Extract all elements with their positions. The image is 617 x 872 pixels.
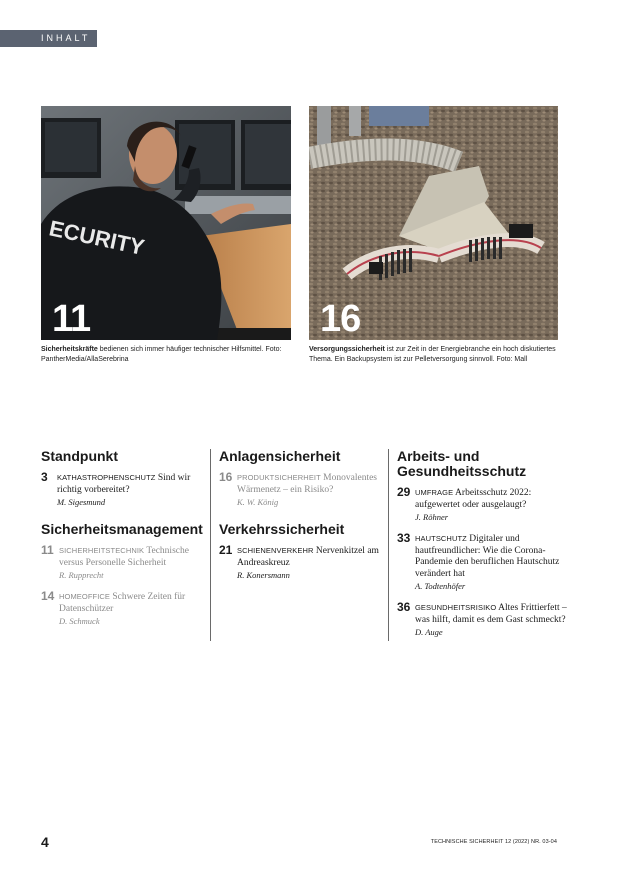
photo-caption-left bbox=[41, 345, 293, 364]
entry-title: Nervenkitzel am Andreaskreuz bbox=[237, 546, 379, 568]
entry-category: PRODUKTSICHERHEIT bbox=[237, 473, 321, 482]
toc-column-1 bbox=[41, 449, 201, 637]
publication-footer: TECHNISCHE SICHERHEIT 12 (2022) NR. 03-04 bbox=[430, 839, 557, 845]
security-jacket-text: ECURITY bbox=[47, 215, 147, 260]
entry-category: SICHERHEITSTECHNIK bbox=[59, 546, 145, 555]
entry-category: SCHIENENVERKEHR bbox=[237, 546, 314, 555]
entry-author: A. Todtenhöfer bbox=[415, 581, 466, 591]
caption-bold-lead: Versorgungssicherheit bbox=[309, 346, 385, 353]
entry-category: KATHASTROPHENSCHUTZ bbox=[57, 473, 156, 482]
column-divider bbox=[210, 449, 211, 641]
toc-entry[interactable] bbox=[219, 472, 379, 508]
entry-page-number: 36 bbox=[397, 600, 411, 614]
entry-title: Digitaler und hautfreundlicher: Wie die Corona-Pandemie den beruflichen Hautschutz verändert hat bbox=[415, 534, 560, 579]
entry-category: GESUNDHEITSRISIKO bbox=[415, 603, 497, 612]
column-divider bbox=[388, 449, 389, 641]
caption-text: bedienen sich immer häufiger technischer Hilfsmittel. Foto: PantherMedia/AllaSerebrina bbox=[41, 346, 282, 363]
photo-page-number: 11 bbox=[52, 298, 91, 340]
entry-category: UMFRAGE bbox=[415, 488, 454, 497]
entry-category: HAUTSCHUTZ bbox=[415, 534, 467, 543]
caption-text: ist zur Zeit in der Energiebranche ein hoch diskutiertes Thema. Ein Backupsystem ist zur Pelletversorgung sinnvoll. Foto: Mall bbox=[309, 346, 556, 363]
section-heading-standpunkt: Standpunkt bbox=[41, 448, 118, 464]
entry-title: Monovalentes Wärmenetz – ein Risiko? bbox=[237, 473, 377, 495]
toc-entry[interactable] bbox=[41, 472, 201, 508]
entry-page-number: 16 bbox=[219, 470, 233, 484]
entry-author: R. Rupprecht bbox=[59, 570, 104, 580]
entry-page-number: 11 bbox=[41, 543, 54, 557]
entry-author: M. Sigesmund bbox=[57, 497, 106, 507]
entry-category: HOMEOFFICE bbox=[59, 592, 110, 601]
toc-column-2 bbox=[219, 449, 379, 591]
section-heading-anlagensicherheit: Anlagensicherheit bbox=[219, 448, 341, 464]
section-heading-verkehrssicherheit: Verkehrssicherheit bbox=[219, 521, 345, 537]
entry-author: J. Röhner bbox=[415, 512, 449, 522]
toc-entry[interactable] bbox=[41, 591, 201, 627]
page-number: 4 bbox=[41, 834, 49, 850]
toc-entry[interactable] bbox=[397, 602, 572, 638]
entry-author: K. W. König bbox=[237, 497, 279, 507]
entry-author: D. Auge bbox=[415, 627, 443, 637]
entry-title: Schwere Zeiten für Datenschützer bbox=[59, 592, 186, 614]
entry-title: Technische versus Personelle Sicherheit bbox=[59, 546, 189, 568]
entry-author: R. Konersmann bbox=[237, 570, 290, 580]
caption-bold-lead: Sicherheitskräfte bbox=[41, 346, 98, 353]
entry-title: Sind wir richtig vorbereitet? bbox=[57, 473, 191, 495]
section-heading-arbeits-und-gesundheitsschutz: Arbeits- und Gesundheitsschutz bbox=[397, 448, 527, 479]
toc-column-3 bbox=[397, 449, 572, 648]
pellet-system-photo bbox=[309, 106, 558, 340]
toc-entry[interactable] bbox=[397, 487, 572, 523]
entry-title: Arbeitsschutz 2022: aufgewertet oder ausgelaugt? bbox=[415, 488, 532, 510]
entry-page-number: 3 bbox=[41, 470, 48, 484]
entry-title: Altes Frittierfett – was hilft, damit es dem Gast schmeckt? bbox=[415, 603, 567, 625]
security-guard-photo bbox=[41, 106, 291, 340]
entry-page-number: 14 bbox=[41, 589, 55, 603]
toc-entry[interactable] bbox=[397, 533, 572, 592]
photo-caption-right bbox=[309, 345, 561, 364]
entry-page-number: 33 bbox=[397, 531, 411, 545]
entry-author: D. Schmuck bbox=[59, 616, 100, 626]
entry-page-number: 29 bbox=[397, 485, 411, 499]
entry-page-number: 21 bbox=[219, 543, 233, 557]
section-tab: INHALT bbox=[0, 30, 97, 47]
section-heading-sicherheitsmanagement: Sicherheitsmanagement bbox=[41, 521, 203, 537]
toc-entry[interactable] bbox=[41, 545, 201, 581]
photo-page-number: 16 bbox=[320, 298, 361, 340]
toc-entry[interactable] bbox=[219, 545, 379, 581]
